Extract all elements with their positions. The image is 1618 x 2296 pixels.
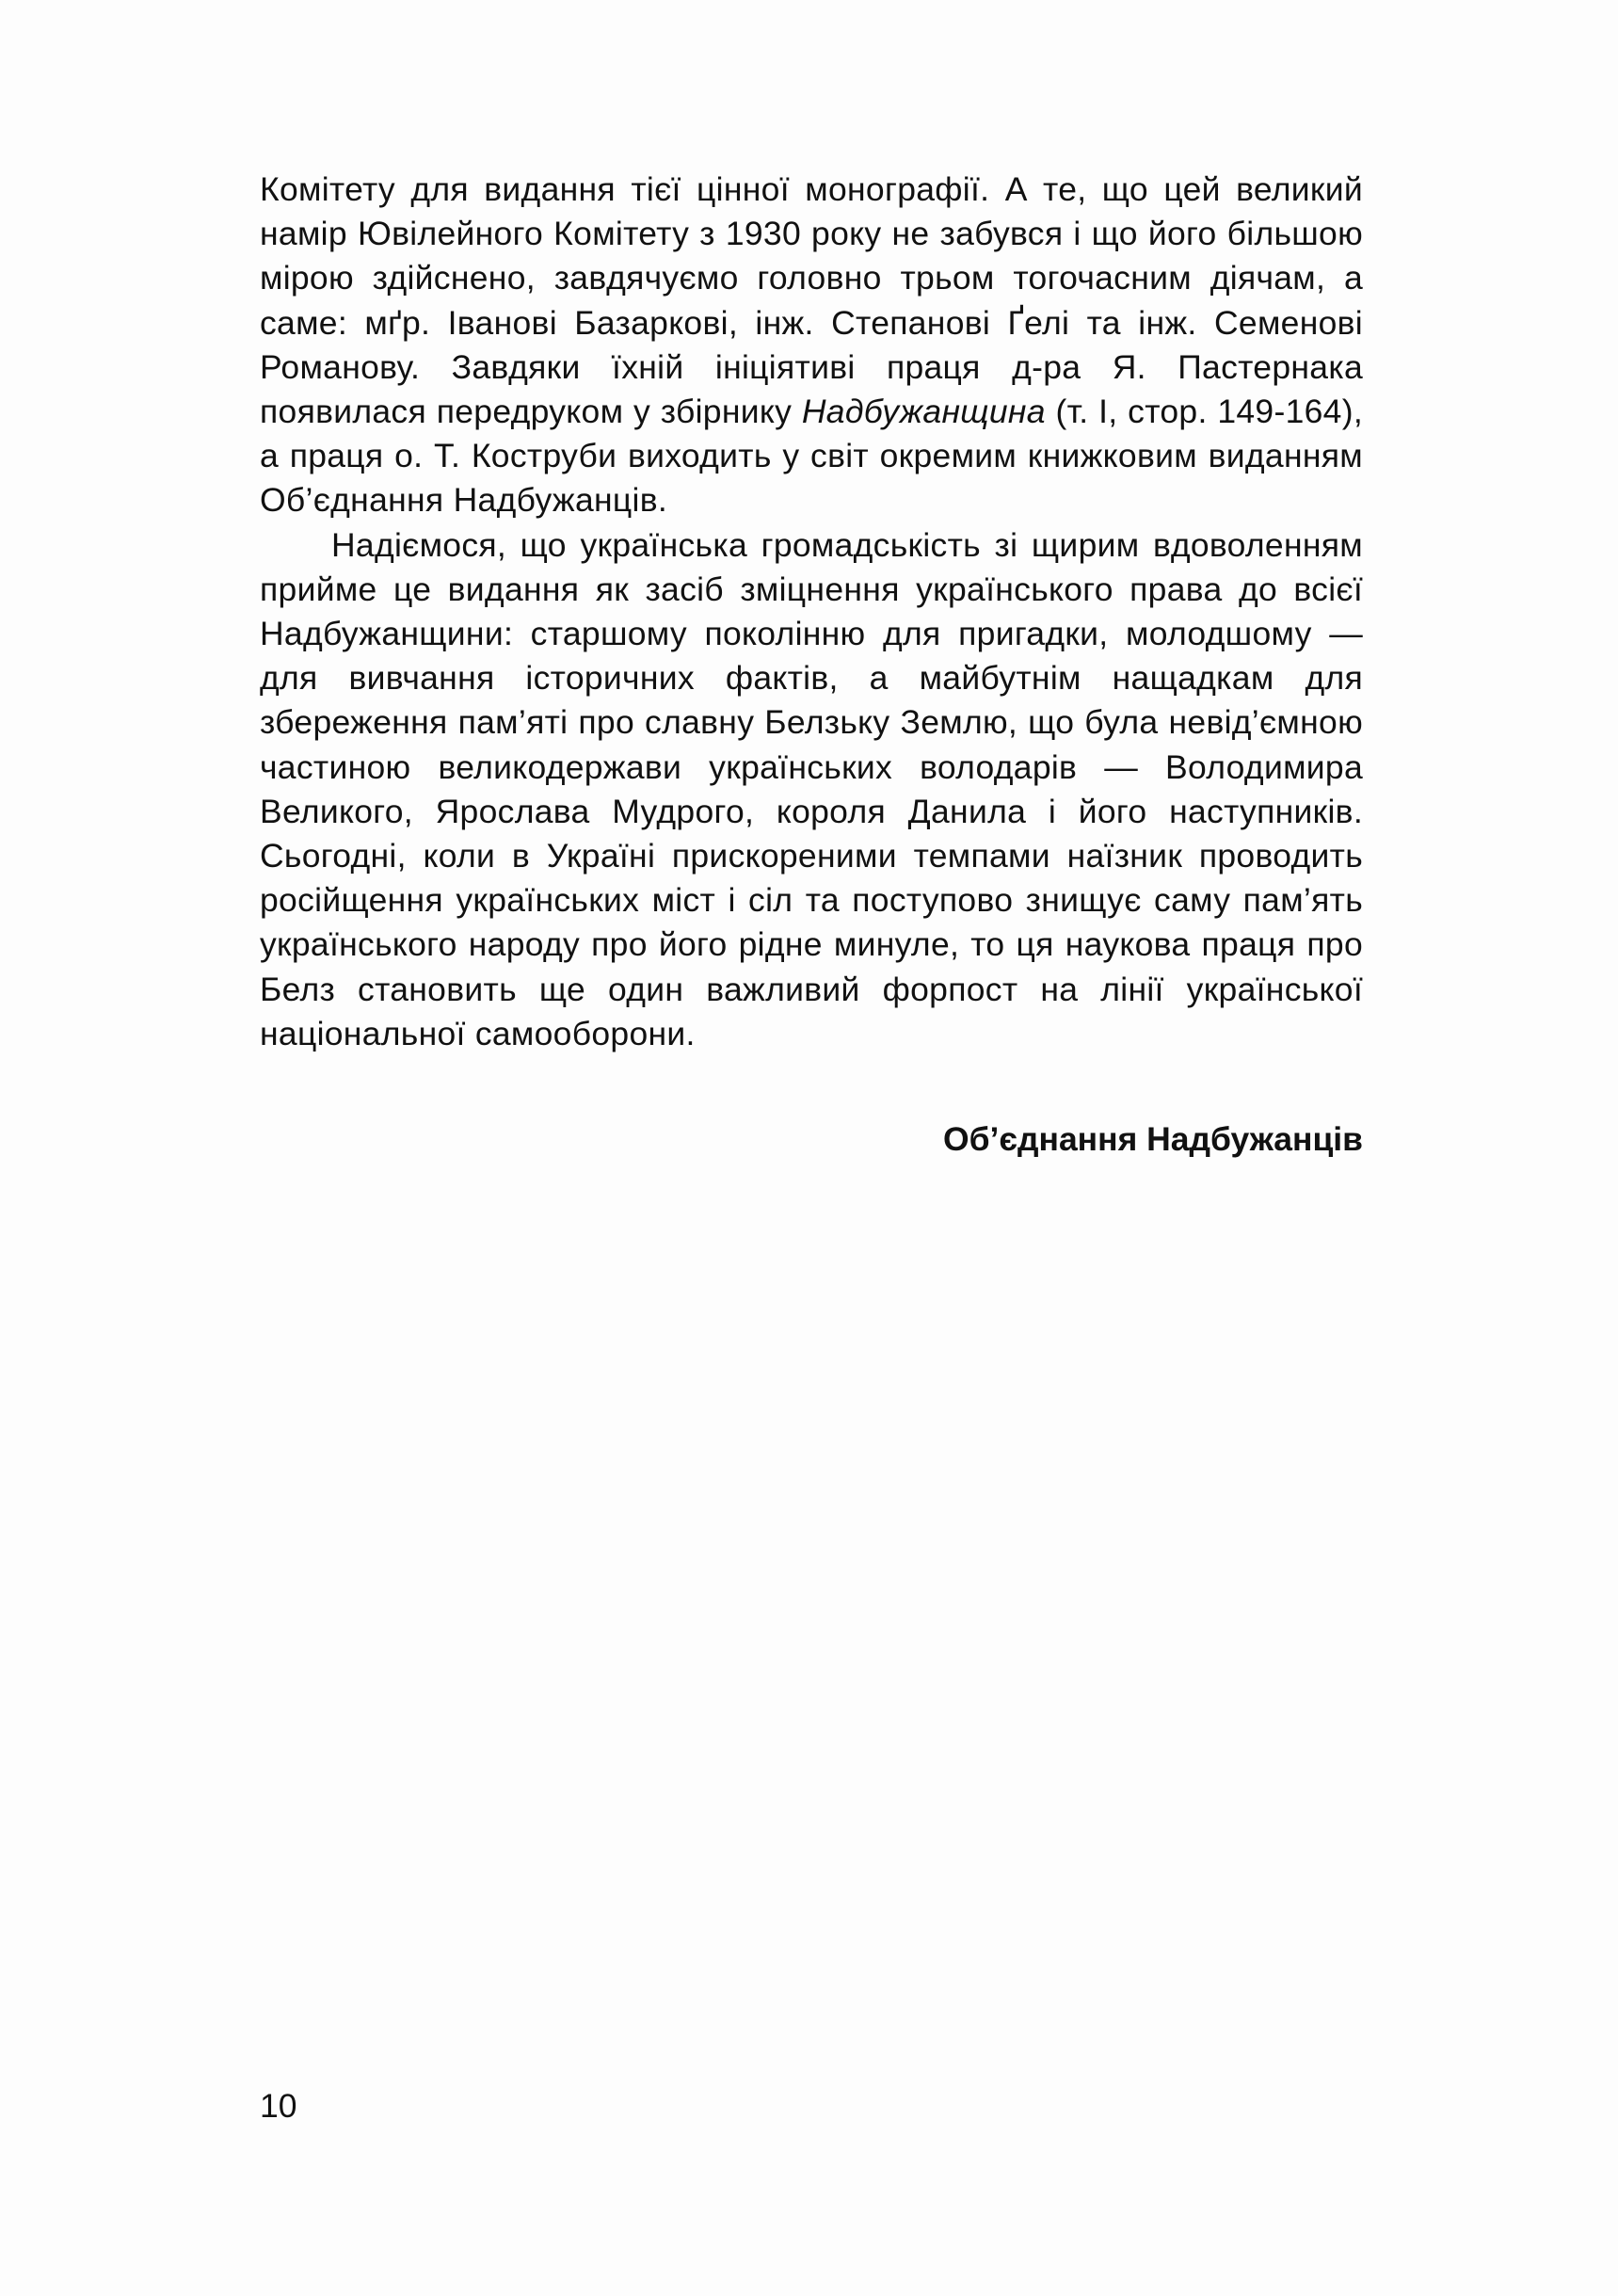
paragraph-2-segment-1: Надіємося, що українська громадськість зі щирим вдоволенням прийме це видання як засіб зміцнення українського права до всієї Надбужанщини: старшому поколінню для пригадки, молодшому — для вивчання історичних фактів, а майбутнім нащадкам для збереження пам’яті про славну Белзьку Землю, що була невід’ємною частиною великодержави українських володарів — Володимира Великого, Ярослава Мудрого, короля Данила і його наступників. Сьогодні, коли в Україні прискореними темпами наїзник проводить російщення українських міст і сіл та поступово знищує саму пам’ять українського народу про його рідне минуле, то ця наукова праця про Белз становить ще один важливий форпост на лінії української національної самооборони. bbox=[260, 525, 1363, 1052]
page-number: 10 bbox=[260, 2087, 297, 2125]
paragraph-1-segment-3: (т. І, стор. 149-164), а праця о. Т. Коструби виходить у світ окремим книжковим виданням Об’єднання Надбужанців. bbox=[260, 393, 1363, 520]
signature: Об’єднання Надбужанців bbox=[942, 1120, 1363, 1158]
paragraph-1-segment-2-italic: Надбужанщина bbox=[801, 393, 1046, 431]
paragraph-1-segment-1: Комітету для видання тієї цінної монографії. А те, що цей великий намір Ювілейного Комітету з 1930 року не забувся і що його більшою мірою здійснено, завдячуємо головно трьом тогочасним діячам, а саме: мґр. Іванові Базаркові, інж. Степанові Ґелі та інж. Семенові Романову. Завдяки їхній ініціятиві праця д-ра Я. Пастернака появилася передруком у збірнику bbox=[260, 170, 1363, 431]
paragraph-2 bbox=[260, 523, 1363, 1056]
paragraph-1 bbox=[260, 168, 1363, 523]
body-text bbox=[260, 168, 1363, 1056]
